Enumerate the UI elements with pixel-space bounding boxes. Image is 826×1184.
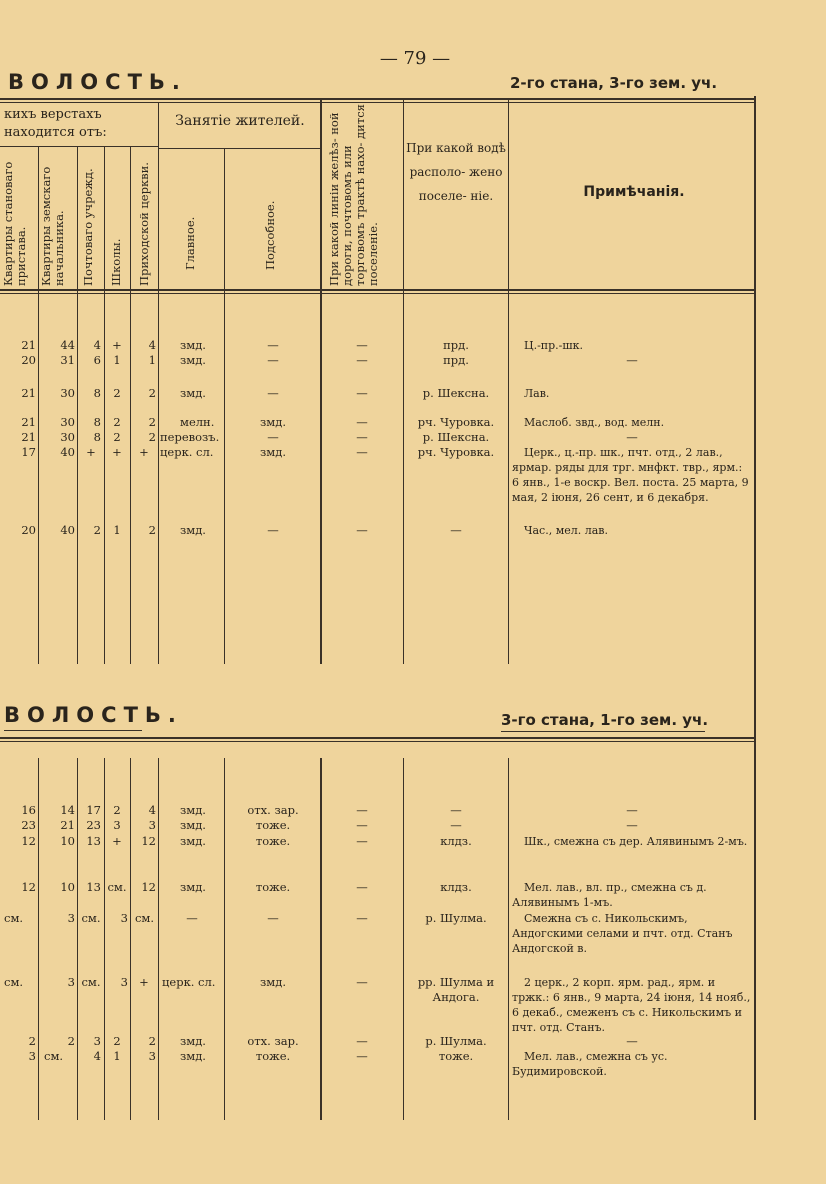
col-rule: [104, 146, 105, 664]
page-number: — 79 —: [379, 48, 451, 69]
col-rule: [158, 758, 159, 1120]
col-rule: [38, 146, 39, 664]
col-rule: [320, 100, 322, 664]
col-header-notes: Примѣчанія.: [583, 184, 685, 200]
header-top-rule: [0, 98, 756, 100]
section2-top-rule-thin: [0, 741, 756, 742]
stan-heading-2: 3-го стана, 1-го зем. уч.: [501, 711, 709, 729]
occupation-group-rule: [158, 148, 320, 149]
col-header-rail: При какой линіи желѣз- ной дороги, почтовомъ или торговомъ трактѣ нахо- дится поселеніе.: [327, 104, 380, 286]
col-header-stanovoy: Квартиры становаго пристава.: [1, 161, 28, 286]
section2-top-rule: [0, 737, 756, 739]
col-rule: [224, 148, 225, 664]
col-rule: [403, 100, 404, 664]
col-header-zemsky: Квартиры земскаго начальника.: [39, 166, 66, 286]
volost-underline-2: [4, 730, 142, 731]
col-rule: [77, 758, 78, 1120]
col-header-main: Главное.: [183, 216, 197, 270]
col-rule: [224, 758, 225, 1120]
col-rule: [508, 758, 509, 1120]
table-right-border: [754, 96, 756, 1120]
stan-heading-1: 2-го стана, 3-го зем. уч.: [510, 74, 718, 92]
header-bottom-rule: [0, 289, 756, 291]
occupation-group-header: Занятіе жителей.: [175, 113, 305, 129]
header-bottom-rule-thin: [0, 293, 756, 294]
volost-heading-2: ВОЛОСТЬ.: [4, 703, 183, 727]
volost-heading-1: ВОЛОСТЬ.: [8, 70, 187, 94]
distance-group-header: кихъ верстахъ находится отъ:: [4, 107, 107, 140]
col-rule: [77, 146, 78, 664]
col-rule: [38, 758, 39, 1120]
col-rule: [130, 758, 131, 1120]
col-header-aux: Подсобное.: [263, 200, 277, 270]
col-rule: [508, 100, 509, 664]
col-rule: [130, 146, 131, 664]
col-header-post: Почтоваго учрежд.: [81, 168, 95, 286]
stan-underline-2: [501, 731, 705, 732]
col-header-church: Приходской церкви.: [137, 162, 151, 286]
col-rule: [403, 758, 404, 1120]
col-header-water: При какой водѣ располо- жено поселе- ніе.: [406, 141, 506, 203]
col-rule: [158, 102, 159, 664]
col-header-school: Школы.: [109, 238, 123, 286]
